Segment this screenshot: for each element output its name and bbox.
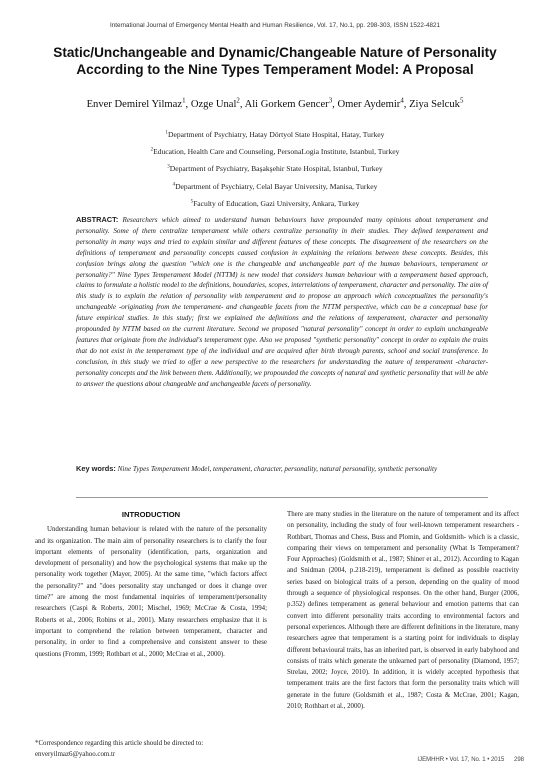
affiliation-text: Education, Health Care and Counseling, PersonaLogia Institute, Istanbul, Turkey [153,147,400,157]
author-name: Ali Gorkem Gencer [244,99,329,110]
page-number: 298 [513,757,524,763]
author-sup: 5 [459,97,464,105]
affiliation [20,126,530,143]
author-sup: 3 [328,97,333,105]
journal-header: International Journal of Emergency Mental Health and Human Resilience, Vol. 17, No.1, pp. 298-303, ISSN 1522-4821 [109,22,441,29]
affiliation [20,143,530,160]
affiliation [20,160,530,177]
author-sup: 2 [236,97,240,105]
affiliation-sup: 4 [172,182,176,188]
author-name: Ziya Selcuk [409,99,460,110]
affiliation-sup: 3 [167,164,170,170]
affiliation-sup: 2 [150,147,154,153]
author-sup: 1 [182,97,186,105]
keywords [76,464,488,475]
affiliation-text: Department of Psychiatry, Celal Bayar University, Manisa, Turkey [175,181,378,191]
affiliation-list [20,126,530,212]
affiliation-text: Department of Psychiatry, Hatay Dörtyol State Hospital, Hatay, Turkey [168,130,385,139]
correspondence-label: *Correspondence regarding this article should be directed to: [35,740,204,747]
affiliation [20,195,530,212]
author-name: Ozge Unal [190,99,237,110]
author-name: Omer Aydemir [337,99,401,110]
affiliation-sup: 1 [165,130,168,136]
abstract [76,215,488,390]
left-column [35,509,267,660]
section-divider [76,497,488,498]
keywords-label: Key words: [76,464,116,473]
page-footer [404,757,524,763]
paragraph: Understanding human behaviour is related with the nature of the personality and its organization. The main aim of personality researchers is to clarify the four important elements of personality (identification, parts, organization and development of personality) and how the psychological systems that make up the personality work together (Mayer, 2005). At the same time, "which factors affect the personality?" and "does personality stay unchanged or does it change over time?" are among the most fundamental inquiries of temperament/personality researchers (Caspi & Roberts, 2001; Mischel, 1969; McCrae & Costa, 1994; Roberts et al., 2006; Robins et al., 2001). Many researchers emphasize that it is important to comprehend the relation between temperament, character and personality, in order to find a comprehensive and consistent answer to these questions (Fromm, 1999; Rothbart et al., 2000; McCrae et al., 2000). [35,526,267,658]
correspondence-email: enveryilmaz6@yahoo.com.tr [35,751,116,758]
section-heading-introduction: INTRODUCTION [121,510,181,519]
affiliation [20,178,530,195]
footer-journal: IJEMHHR • Vol. 17, No. 1 • 2015 [417,757,505,763]
affiliation-text: Faculty of Education, Gazi University, Ankara, Turkey [193,198,360,208]
abstract-text: Researchers which aimed to understand human behaviours have propounded many opinions about temperament and personality. Some of them centralize temperament while others centralize personality in their studies. They defined temperament and personality in many ways and tried to explain similar and different features of these concepts. The disagreement of the researchers on the definitions of temperament and personality concepts caused confusion in explaining the relations between these concepts. Besides, this confusion brings along the question "which one is the changeable and unchangeable part of the human behaviours, temperament or personality?" Nine Types Temperament Model (NTTM) is new model that considers human behaviour with a temperament based approach, claims to formulate a holistic model to the definitions, boundaries, scopes, interrelations of temperament, character and personality. The aim of this study is to explain the relation of personality with temperament and to propose an approach which conceptualizes the personality's unchangeable -originating from the temperament- and changeable facets from the NTTM perspective, which can be a conceptual base for future empirical studies. In this study; first we explained the definitions and the relations of temperament, character and personality propounded by NTTM based on the current literature. Second we proposed "natural personality" concept in order to explain unchangeable features that originate from the individual's temperament type. Also we proposed "synthetic personality" concept in order to explain the traits that do not exist in the temperament type of the individual and are acquired after birth through parents, school and social transference. In conclusion, in this study we tried to offer a new perspective to the researchers for understanding the nature of temperament -character- personality concepts and the link between them. Additionally, we propounded the concepts of natural and synthetic personality that will be able to answer the questions about changeable and unchangeable facets of personality. [76,216,488,388]
author-list: Enver Demirel Yilmaz$^1$, Ozge Unal$^2$, Ali Gorkem Gencer$^3$, Omer Aydemir$^4$, Ziya Selcuk$^5$ [86,97,464,110]
keywords-text: Nine Types Temperament Model, temperament, character, personality, natural personality, synthetic personality [117,465,438,473]
correspondence-note [35,738,267,760]
author-name: Enver Demirel Yilmaz [86,99,183,110]
right-column [287,509,519,712]
paragraph: There are many studies in the literature on the nature of temperament and its affect on personality, including the study of four well-known temperament researchers - Rothbart, Thomas and Chess, Buss and Plomin, and Goldsmith- which is a classic, comparing their views on temperament and personality (What Is Temperament? Four Approaches) (Goldsmith et al., 1987; Shiner et al., 2012). According to Kagan and Snidman (2004, p.218-219), temperament is defined as possible reactivity series based on biological traits of a person, depending on the quality of mood through a sequence of physiological responses. On the other hand, Burger (2006, p.352) defines temperament as general behaviour and emotion patterns that can convert into different personality traits according to environmental factors and personal experiences. Although there are different definitions in the literature, many researchers agree that temperament is a starting point for individuals to display different behavioural traits, has an inherited part, is observed in early babyhood and consists of traits which generate the unlearned part of personality (Diamond, 1957; Strelau, 2002; Joyce, 2010). In addition, it is widely accepted hypothesis that temperament traits are the first factors that form the personality traits which will generate in the future (Goldsmith et al., 1987; Costa & McCrae, 2001; Kagan, 2010; Rothbart et al., 2000). [287,511,519,711]
article-title: Static/Unchangeable and Dynamic/Changeable Nature of Personality According to the Nine Types Temperament Model: A Proposal [53,45,497,77]
abstract-label: ABSTRACT: [76,215,119,224]
author-sup: 4 [400,97,404,105]
affiliation-text: Department of Psychiatry, Başakşehir State Hospital, Istanbul, Turkey [169,164,383,174]
affiliation-sup: 5 [190,199,194,205]
